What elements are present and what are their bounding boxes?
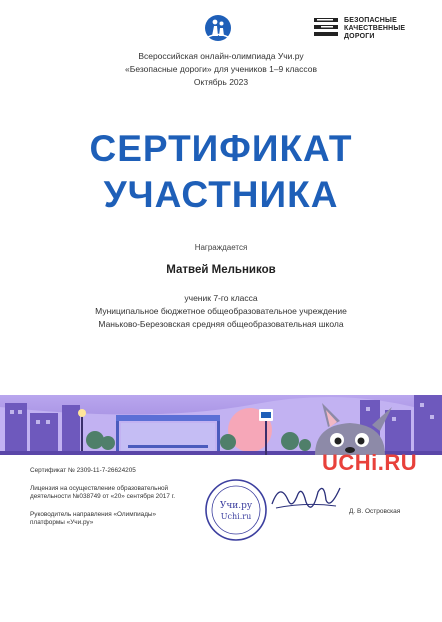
license-line2: деятельности №038749 от «20» сентября 2017 г. [30,493,175,500]
head-title [30,511,200,528]
stamp-text-top: Учи.ру [219,501,253,511]
license-info [30,485,200,502]
title-line2: УЧАСТНИКА [103,174,339,215]
head-line2: платформы «Учи.ру» [30,519,94,526]
bkd-logo [314,16,424,42]
safe-roads-kids-icon [204,14,232,42]
uchi-ru-logo: UCHi.RU [322,450,418,475]
school-line2: Маньково-Березовская средняя общеобразовательная школа [98,319,344,329]
olympiad-header [0,50,442,89]
recipient-name: Матвей Мельников [166,264,276,276]
road-stripes-icon [314,16,340,38]
certificate-title [0,126,442,218]
awarded-label: Награждается [194,243,248,252]
certificate-number: Сертификат № 2309-11-7-26624205 [30,467,136,474]
recipient-info [0,292,442,331]
logo-bar [0,12,442,44]
recipient-grade: ученик 7-го класса [184,293,258,303]
signature [266,476,346,520]
stamp-text-bottom: Uchi.ru [220,512,252,521]
school-line1: Муниципальное бюджетное общеобразовательное учреждение [95,306,347,316]
bkd-logo-text [344,17,424,41]
olympiad-name: Всероссийская онлайн-олимпиада Учи.ру [138,51,304,61]
license-line1: Лицензия на осуществление образовательной [30,484,169,492]
bkd-logo-line1: БЕЗОПАСНЫЕ [344,17,397,24]
footer-details [30,467,200,537]
signer-name: Д. В. Островская [349,508,401,515]
uchi-stamp [204,478,268,542]
bus-stop-illustration [0,385,442,455]
olympiad-subtitle: «Безопасные дороги» для учеников 1–9 классов [125,64,317,74]
bkd-logo-line2: КАЧЕСТВЕННЫЕ ДОРОГИ [344,25,406,40]
head-line1: Руководитель направления «Олимпиады» [30,510,157,518]
olympiad-date: Октябрь 2023 [193,77,249,87]
title-line1: СЕРТИФИКАТ [89,128,353,169]
